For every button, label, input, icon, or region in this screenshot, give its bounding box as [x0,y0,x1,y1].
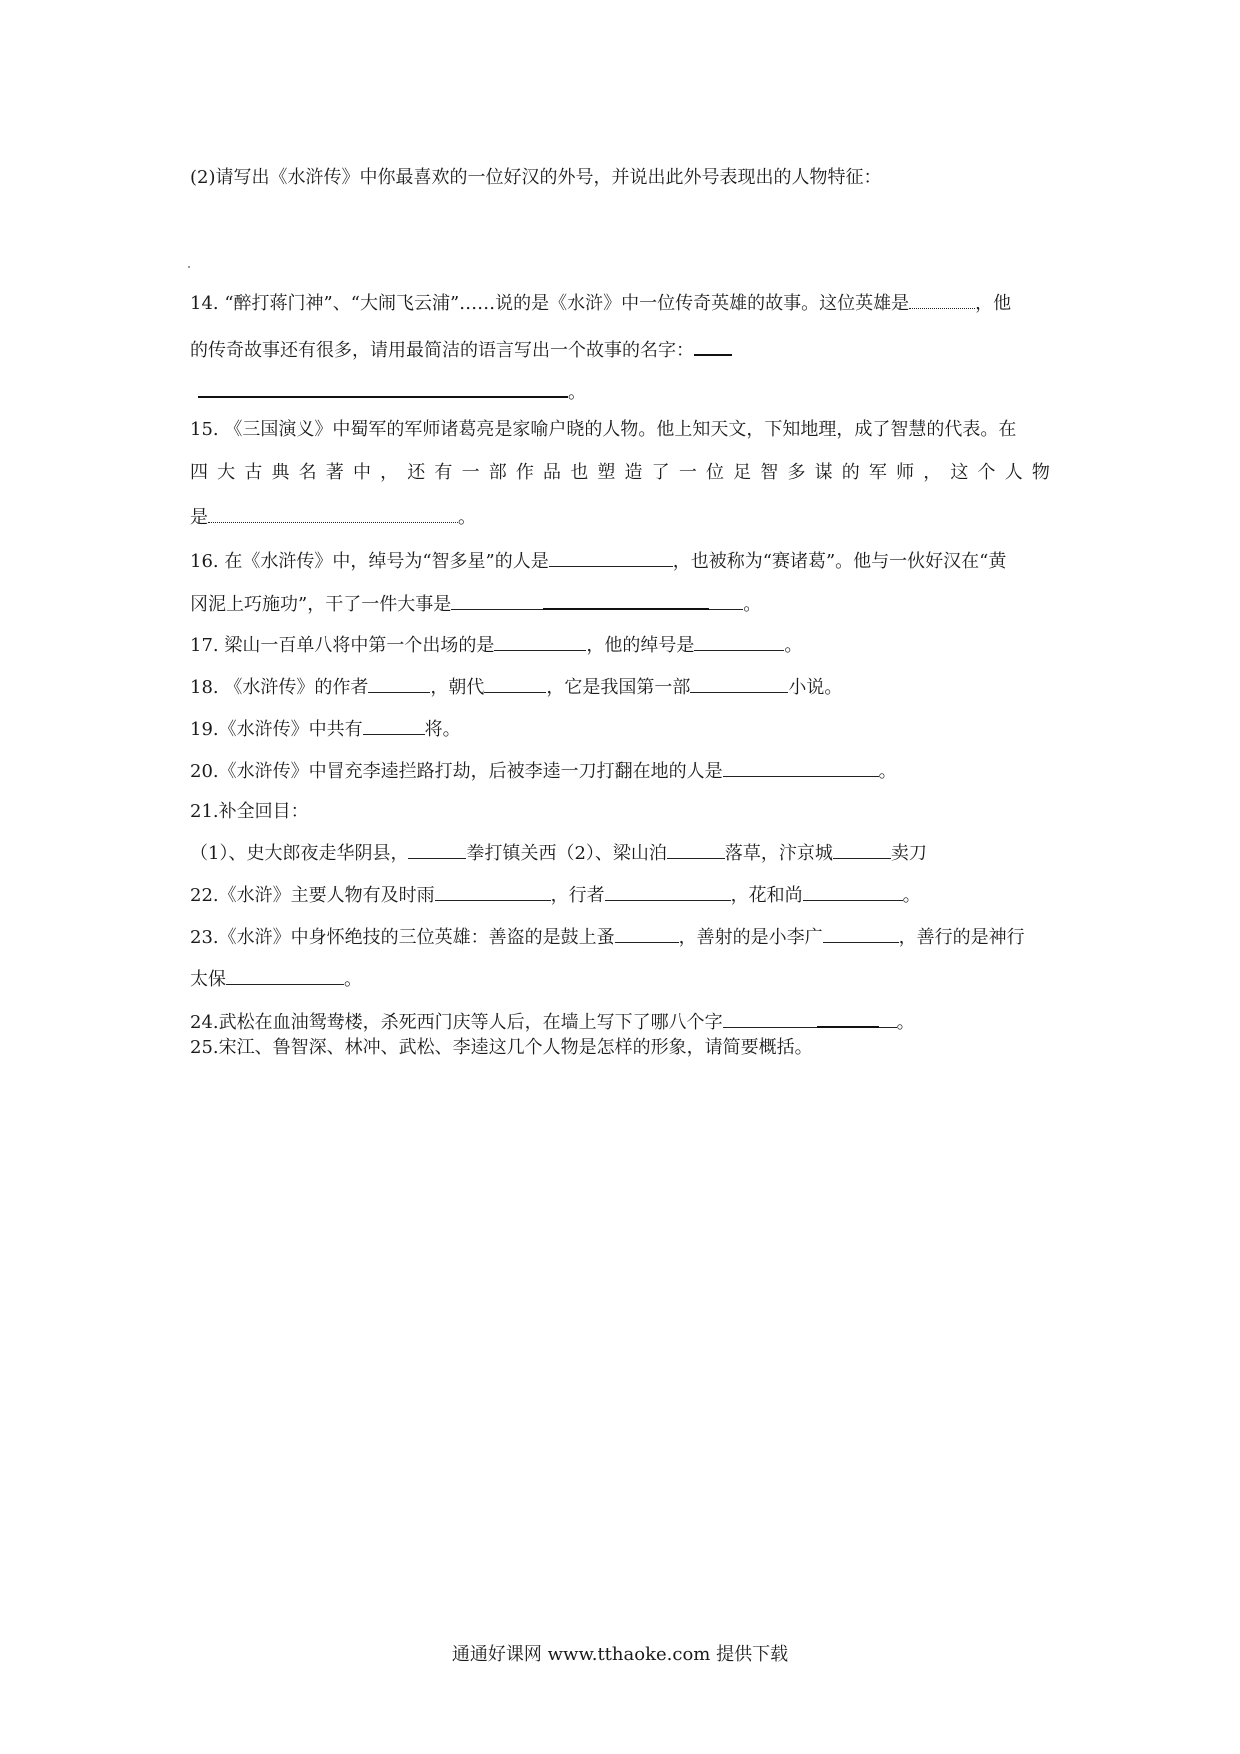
q23-text-3: ，善行的是神行 [898,927,1025,948]
q15-char: 这 [950,462,969,483]
q24-text-1: 24.武松在血油鸳鸯楼，杀死西门庆等人后，在墙上写下了哪八个字 [190,1012,723,1033]
question-20 [190,758,897,784]
q15-char: 还 [407,462,426,483]
q15-char: 塑 [597,462,616,483]
question-14-line-2 [190,336,732,363]
q24-blank-c[interactable] [879,1009,897,1028]
q15-char: 位 [705,462,724,483]
q18-dynasty-blank[interactable] [484,674,546,693]
q16-event-blank-b[interactable] [543,590,709,610]
q23-text-4: 太保 [190,969,226,990]
q23-blank-3[interactable] [226,966,344,985]
q15-char: 名 [298,462,317,483]
q19-end: 将。 [424,719,461,740]
q15-char: 物 [1031,462,1050,483]
q23-blank-2[interactable] [823,924,899,943]
q22-blank-1[interactable] [435,882,551,901]
q20-end: 。 [878,761,897,782]
q15-char: 一 [461,462,480,483]
q15-char: 典 [271,462,290,483]
q19-text-1: 19.《水浒传》中共有 [190,719,363,740]
q15-char: 大 [217,462,236,483]
question-19 [190,716,461,742]
q21-blank-3[interactable] [833,840,891,859]
question-15-line-1: 15. 《三国演义》中蜀军的军师诸葛亮是家喻户晓的人物。他上知天文，下知地理，成了智慧的代表。在 [190,419,1017,440]
q18-author-blank[interactable] [368,674,430,693]
q23-text-1: 23.《水浒》中身怀绝技的三位英雄：善盗的是鼓上蚤 [190,927,615,948]
q15-char: 师 [896,462,915,483]
question-21-title: 21.补全回目： [190,801,309,822]
q15-char: ， [923,462,942,483]
question-18 [190,674,842,700]
footer-source: 通通好课网 www.tthaoke.com 提供下载 [451,1644,789,1665]
q16-text-2: ，也被称为“赛诸葛”。他与一伙好汉在“黄 [672,551,1007,572]
q22-blank-3[interactable] [803,882,903,901]
q21-end: 卖刀 [890,843,927,864]
q15-person-blank[interactable] [208,504,458,523]
q14-hero-blank[interactable] [909,290,975,309]
q18-end: 小说。 [788,677,843,698]
q22-text-2: ，行者 [550,885,605,906]
q20-person-blank[interactable] [723,758,879,777]
q22-blank-2[interactable] [605,882,731,901]
q21-blank-2[interactable] [667,840,725,859]
q15-char: 人 [1004,462,1023,483]
q21-blank-1[interactable] [408,840,466,859]
q15-char: 古 [244,462,263,483]
q21-text-3: 落草，汴京城 [724,843,833,864]
question-23-line-1 [190,924,1025,950]
q15-char: 谋 [814,462,833,483]
q15-char: 部 [488,462,507,483]
q22-text-3: ，花和尚 [730,885,803,906]
q18-text-1: 18. 《水浒传》的作者 [190,677,369,698]
q15-char: 军 [868,462,887,483]
question-16-line-1 [190,548,1006,574]
q15-char: 著 [325,462,344,483]
q18-type-blank[interactable] [690,674,788,693]
q21-text-2: 拳打镇关西（2）、梁山泊 [466,843,667,864]
q15-char: 中 [352,462,371,483]
q22-end: 。 [902,885,921,906]
q15-char: 的 [841,462,860,483]
q21-text-1: （1）、史大郎夜走华阴县， [190,843,409,864]
q20-text-1: 20.《水浒传》中冒充李逵拦路打劫，后被李逵一刀打翻在地的人是 [190,761,723,782]
q15-text-start: 是 [190,507,208,528]
q17-text-1: 17. 梁山一百单八将中第一个出场的是 [190,635,495,656]
q24-end: 。 [896,1012,915,1033]
q15-char: 有 [434,462,453,483]
q14-text-1: 14. “醉打蒋门神”、“大闹飞云浦”……说的是《水浒》中一位传奇英雄的故事。这位英雄是 [190,293,910,314]
question-17 [190,632,802,658]
scan-speck [188,266,190,268]
q24-blank-a[interactable] [723,1009,817,1028]
q15-char: 了 [651,462,670,483]
question-23-line-2 [190,966,362,992]
question-15-line-2 [190,461,1050,485]
q19-count-blank[interactable] [363,716,425,735]
question-25: 25.宋江、鲁智深、林冲、武松、李逵这几个人物是怎样的形象，请简要概括。 [190,1037,813,1058]
q15-char: 多 [787,462,806,483]
q23-end: 。 [344,969,362,990]
q14-end: 。 [568,382,586,403]
q14-text-3: 的传奇故事还有很多，请用最简洁的语言写出一个故事的名字： [190,340,694,361]
q15-char: 个 [977,462,996,483]
question-21-items [190,840,927,866]
q14-story-blank-start[interactable] [694,336,732,356]
q15-char: 也 [570,462,589,483]
q22-text-1: 22.《水浒》主要人物有及时雨 [190,885,435,906]
q15-char: 足 [733,462,752,483]
q18-text-3: ，它是我国第一部 [546,677,691,698]
q16-text-3: 冈泥上巧施功”，干了一件大事是 [190,594,452,615]
q16-end: 。 [743,594,762,615]
q15-char: 品 [543,462,562,483]
q15-char: 一 [678,462,697,483]
q24-blank-b[interactable] [817,1008,879,1028]
q23-blank-1[interactable] [615,924,679,943]
q17-first-blank[interactable] [494,632,586,651]
q16-text-1: 16. 在《水浒传》中，绰号为“智多星”的人是 [190,551,549,572]
q18-text-2: ，朝代 [430,677,485,698]
q23-text-2: ，善射的是小李广 [678,927,823,948]
q15-end: 。 [458,507,476,528]
q16-event-blank-a[interactable] [451,591,543,610]
q14-story-blank[interactable] [198,378,568,398]
q14-text-2: ，他 [975,293,1012,314]
q17-end: 。 [784,635,803,656]
question-15-line-3 [190,504,476,530]
q15-char: ， [380,462,399,483]
question-24 [190,1008,915,1035]
q15-char: 造 [624,462,643,483]
question-22 [190,882,921,908]
question-14-line-3 [198,378,586,405]
question-16-line-2 [190,590,761,617]
question-14-line-1 [190,290,1011,316]
q15-char: 智 [760,462,779,483]
q16-event-blank-c[interactable] [709,591,743,610]
question-13-part-2: (2)请写出《水浒传》中你最喜欢的一位好汉的外号，并说出此外号表现出的人物特征： [190,167,882,188]
q15-char: 四 [190,462,208,483]
q17-text-2: ，他的绰号是 [586,635,695,656]
q16-name-blank[interactable] [549,548,673,567]
q15-char: 作 [515,462,534,483]
q17-nickname-blank[interactable] [694,632,784,651]
